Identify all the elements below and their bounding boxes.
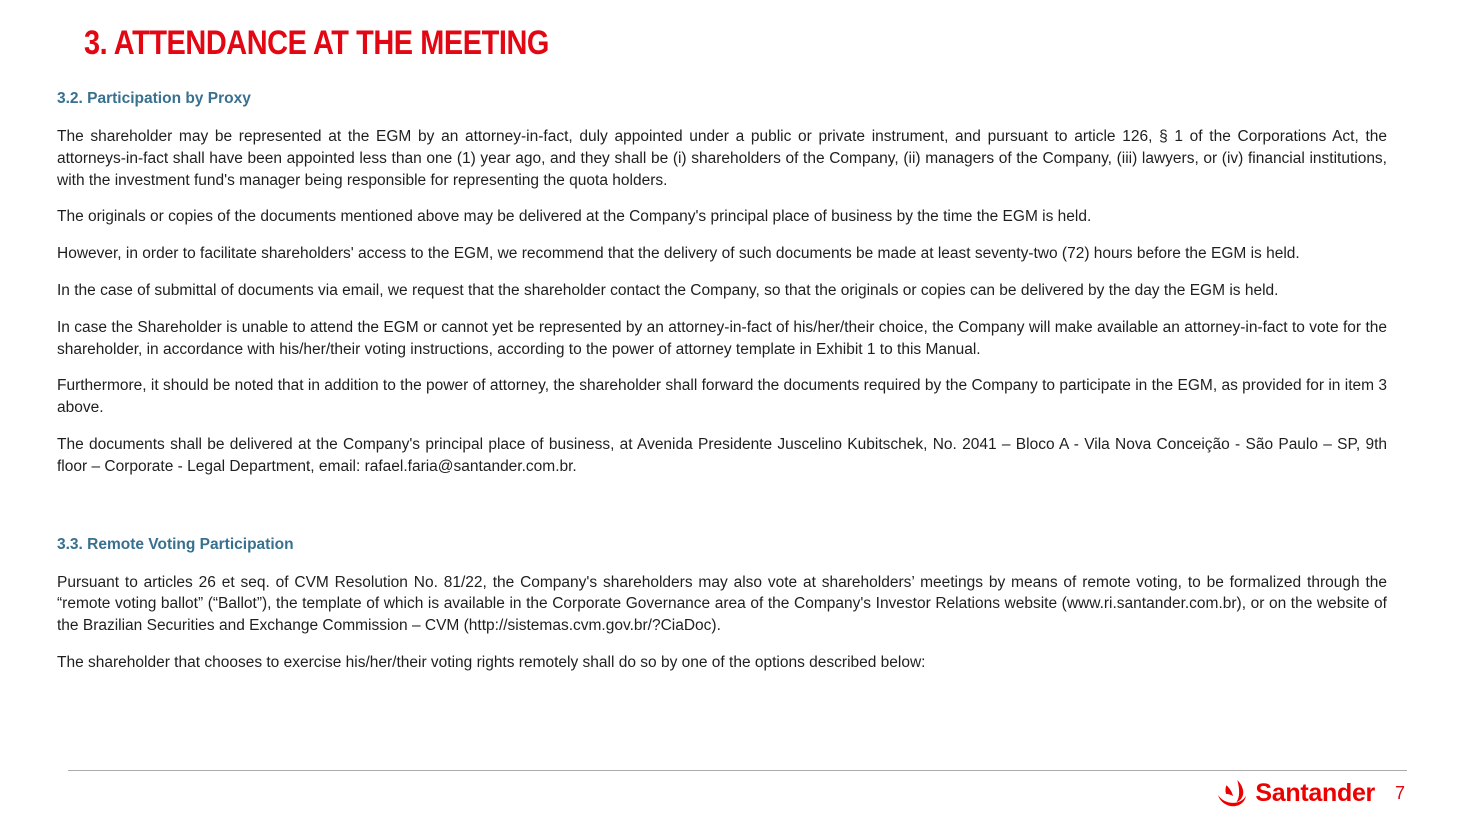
santander-flame-icon	[1216, 780, 1248, 807]
section-heading-3-3: 3.3. Remote Voting Participation	[57, 535, 294, 553]
section-participation-by-proxy	[57, 88, 1387, 478]
paragraph: The shareholder that chooses to exercise his/her/their voting rights remotely shall do so by one of the options described below:	[57, 653, 926, 671]
paragraph: However, in order to facilitate shareholders' access to the EGM, we recommend that the delivery of such documents be made at least seventy-two (72) hours before the EGM is held.	[57, 245, 1300, 263]
page-title: 3. ATTENDANCE AT THE MEETING	[84, 24, 549, 62]
footer-divider	[68, 770, 1407, 771]
paragraph: In case the Shareholder is unable to attend the EGM or cannot yet be represented by an attorney-in-fact of his/her/their choice, the Company will make available an attorney-in-fact to vote for the shareholder, in accordance with his/her/their voting instructions, according to the power of attorney template in Exhibit 1 to this Manual.	[57, 318, 1387, 358]
section-remote-voting-participation	[57, 534, 1387, 674]
paragraph: Pursuant to articles 26 et seq. of CVM Resolution No. 81/22, the Company's shareholders may also vote at shareholders’ meetings by means of remote voting, to be formalized through the “remote voting ballot” (“Ballot”), the template of which is available in the Corporate Governance area of the Company's Investor Relations website (www.ri.santander.com.br), or on the website of the Brazilian Securities and Exchange Commission – CVM (http://sistemas.cvm.gov.br/?CiaDoc).	[57, 573, 1387, 635]
paragraph: The originals or copies of the documents mentioned above may be delivered at the Company's principal place of business by the time the EGM is held.	[57, 208, 1092, 226]
page-number: 7	[1394, 782, 1405, 803]
santander-wordmark: Santander	[1255, 779, 1375, 807]
paragraph: The shareholder may be represented at the EGM by an attorney-in-fact, duly appointed under a public or private instrument, and pursuant to article 126, § 1 of the Corporations Act, the attorneys-in-fact shall have been appointed less than one (1) year ago, and they shall be (i) shareholders of the Company, (ii) managers of the Company, (iii) lawyers, or (iv) financial institutions, with the investment fund's manager being responsible for representing the quota holders.	[57, 128, 1387, 189]
paragraph: Furthermore, it should be noted that in addition to the power of attorney, the shareholder shall forward the documents required by the Company to participate in the EGM, as provided for in item 3 above.	[57, 377, 1387, 417]
section-heading-3-2: 3.2. Participation by Proxy	[57, 90, 251, 107]
paragraph: The documents shall be delivered at the Company's principal place of business, at Avenida Presidente Juscelino Kubitschek, No. 2041 – Bloco A - Vila Nova Conceição - São Paulo – SP, 9th floor – Corporate - Legal Department, email: rafael.faria@santander.com.br.	[57, 435, 1387, 475]
footer	[1216, 778, 1405, 808]
paragraph: In the case of submittal of documents via email, we request that the shareholder contact the Company, so that the originals or copies can be delivered by the day the EGM is held.	[57, 281, 1279, 299]
document-content	[57, 24, 1387, 689]
